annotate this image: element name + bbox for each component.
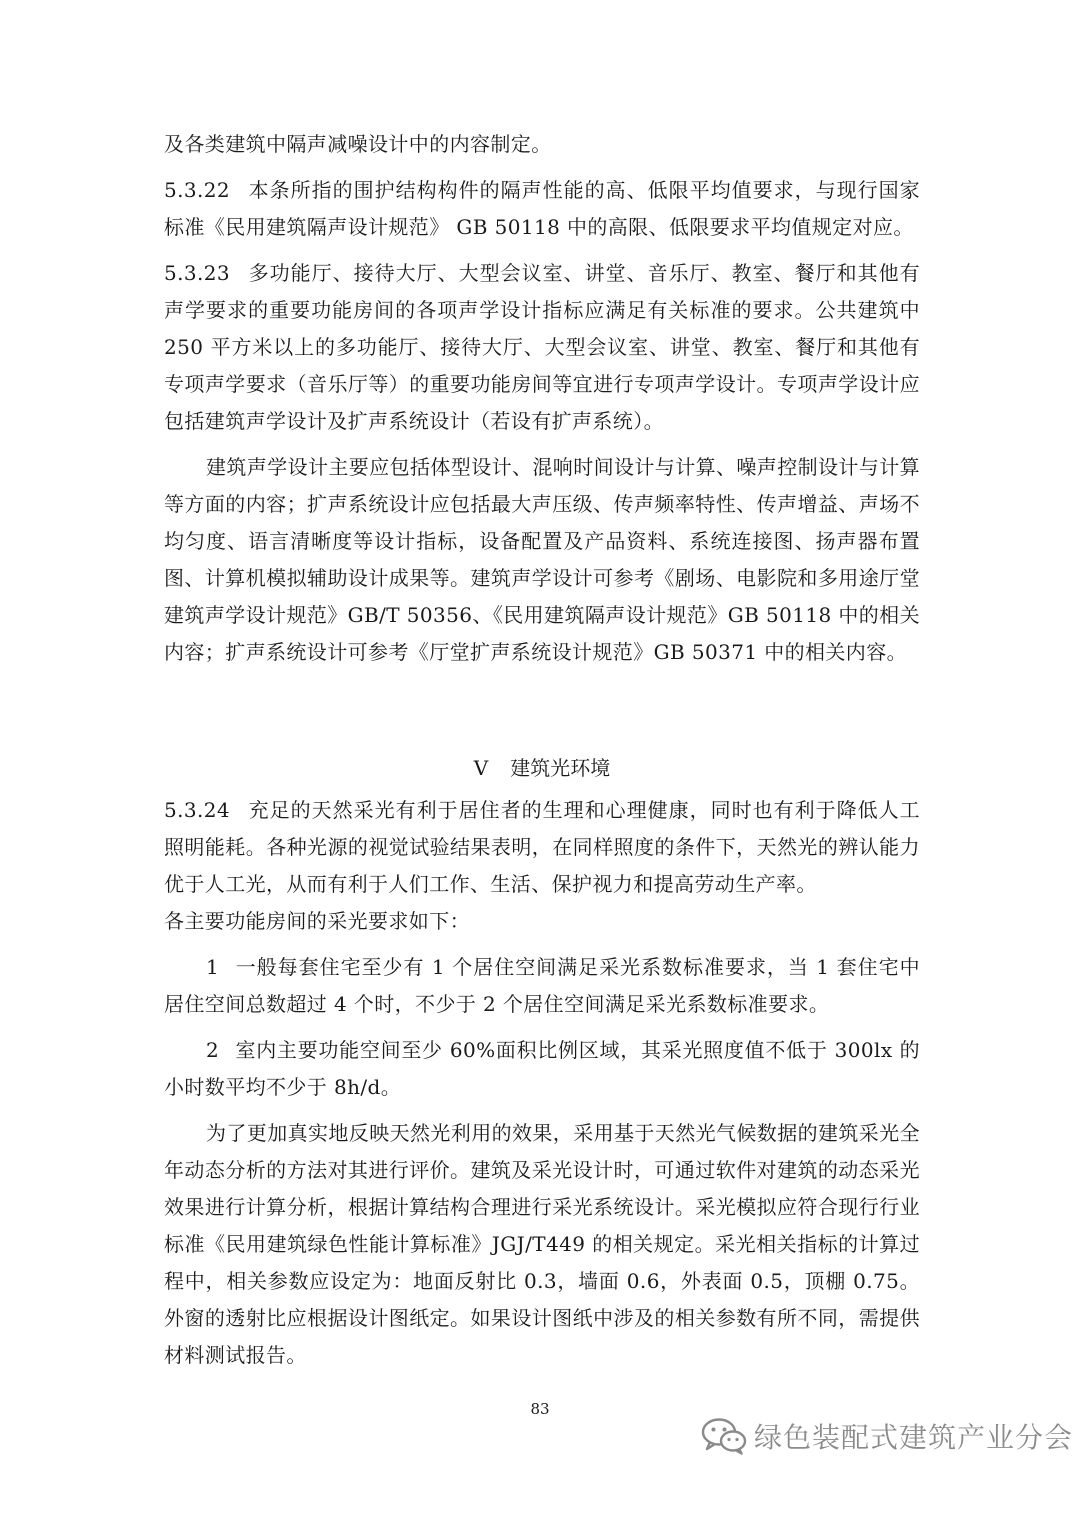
list-item-text: 一般每套住宅至少有 1 个居住空间满足采光系数标准要求，当 1 套住宅中居住空间总数超过 4 个时，不少于 2 个居住空间满足采光系数标准要求。	[164, 955, 920, 1016]
text-block-upper	[164, 126, 920, 671]
paragraph-acoustic-design: 建筑声学设计主要应包括体型设计、混响时间设计与计算、噪声控制设计与计算等方面的内容；扩声系统设计应包括最大声压级、传声频率特性、传声增益、声场不均匀度、语言清晰度等设计指标，设备配置及产品资料、系统连接图、扬声器布置图、计算机模拟辅助设计成果等。建筑声学设计可参考《剧场、电影院和多用途厅堂建筑声学设计规范》GB/T 50356、《民用建筑隔声设计规范》GB 50118 中的相关内容；扩声系统设计可参考《厅堂扩声系统设计规范》GB 50371 中的相关内容。	[164, 455, 920, 664]
clause-number: 5.3.22	[164, 178, 231, 202]
clause-number: 5.3.23	[164, 261, 231, 285]
section-heading	[164, 750, 920, 787]
text-block-lower	[164, 792, 920, 1374]
list-item-1	[164, 949, 920, 1023]
paragraph-lighting-requirements: 各主要功能房间的采光要求如下：	[164, 909, 470, 933]
clause-text: 本条所指的围护结构构件的隔声性能的高、低限平均值要求，与现行国家标准《民用建筑隔声设计规范》 GB 50118 中的高限、低限要求平均值规定对应。	[164, 178, 920, 239]
paragraph-intro-tail: 及各类建筑中隔声减噪设计中的内容制定。	[164, 132, 552, 156]
clause-5-3-23	[164, 255, 920, 440]
paragraph-dynamic-analysis: 为了更加真实地反映天然光利用的效果，采用基于天然光气候数据的建筑采光全年动态分析的方法对其进行评价。建筑及采光设计时，可通过软件对建筑的动态采光效果进行计算分析，根据计算结构合理进行采光系统设计。采光模拟应符合现行行业标准《民用建筑绿色性能计算标准》JGJ/T449 的相关规定。采光相关指标的计算过程中，相关参数应设定为：地面反射比 0.3，墙面 0.6，外表面 0.5，顶棚 0.75。外窗的透射比应根据设计图纸定。如果设计图纸中涉及的相关参数有所不同，需提供材料测试报告。	[164, 1121, 920, 1367]
list-item-number: 1	[206, 955, 220, 979]
page-number: 83	[530, 1400, 550, 1418]
clause-text: 充足的天然采光有利于居住者的生理和心理健康，同时也有利于降低人工照明能耗。各种光源的视觉试验结果表明，在同样照度的条件下，天然光的辨认能力优于人工光，从而有利于人们工作、生活、保护视力和提高劳动生产率。	[164, 798, 920, 896]
watermark-text: 绿色装配式建筑产业分会	[754, 1421, 1074, 1454]
section-numeral: V	[473, 756, 489, 780]
list-item-2	[164, 1032, 920, 1106]
clause-5-3-24	[164, 792, 920, 903]
section-title: 建筑光环境	[510, 756, 611, 780]
wechat-icon	[700, 1416, 748, 1456]
watermark	[700, 1416, 1073, 1456]
list-item-number: 2	[206, 1038, 220, 1062]
clause-text: 多功能厅、接待大厅、大型会议室、讲堂、音乐厅、教室、餐厅和其他有声学要求的重要功能房间的各项声学设计指标应满足有关标准的要求。公共建筑中 250 平方米以上的多功能厅、接待大厅、大型会议室、讲堂、教室、餐厅和其他有专项声学要求（音乐厅等）的重要功能房间等宜进行专项声学设计。专项声学设计应包括建筑声学设计及扩声系统设计（若设有扩声系统）。	[164, 261, 920, 433]
list-item-text: 室内主要功能空间至少 60%面积比例区域，其采光照度值不低于 300lx 的小时数平均不少于 8h/d。	[164, 1038, 920, 1099]
clause-5-3-22	[164, 172, 920, 246]
clause-number: 5.3.24	[164, 798, 231, 822]
